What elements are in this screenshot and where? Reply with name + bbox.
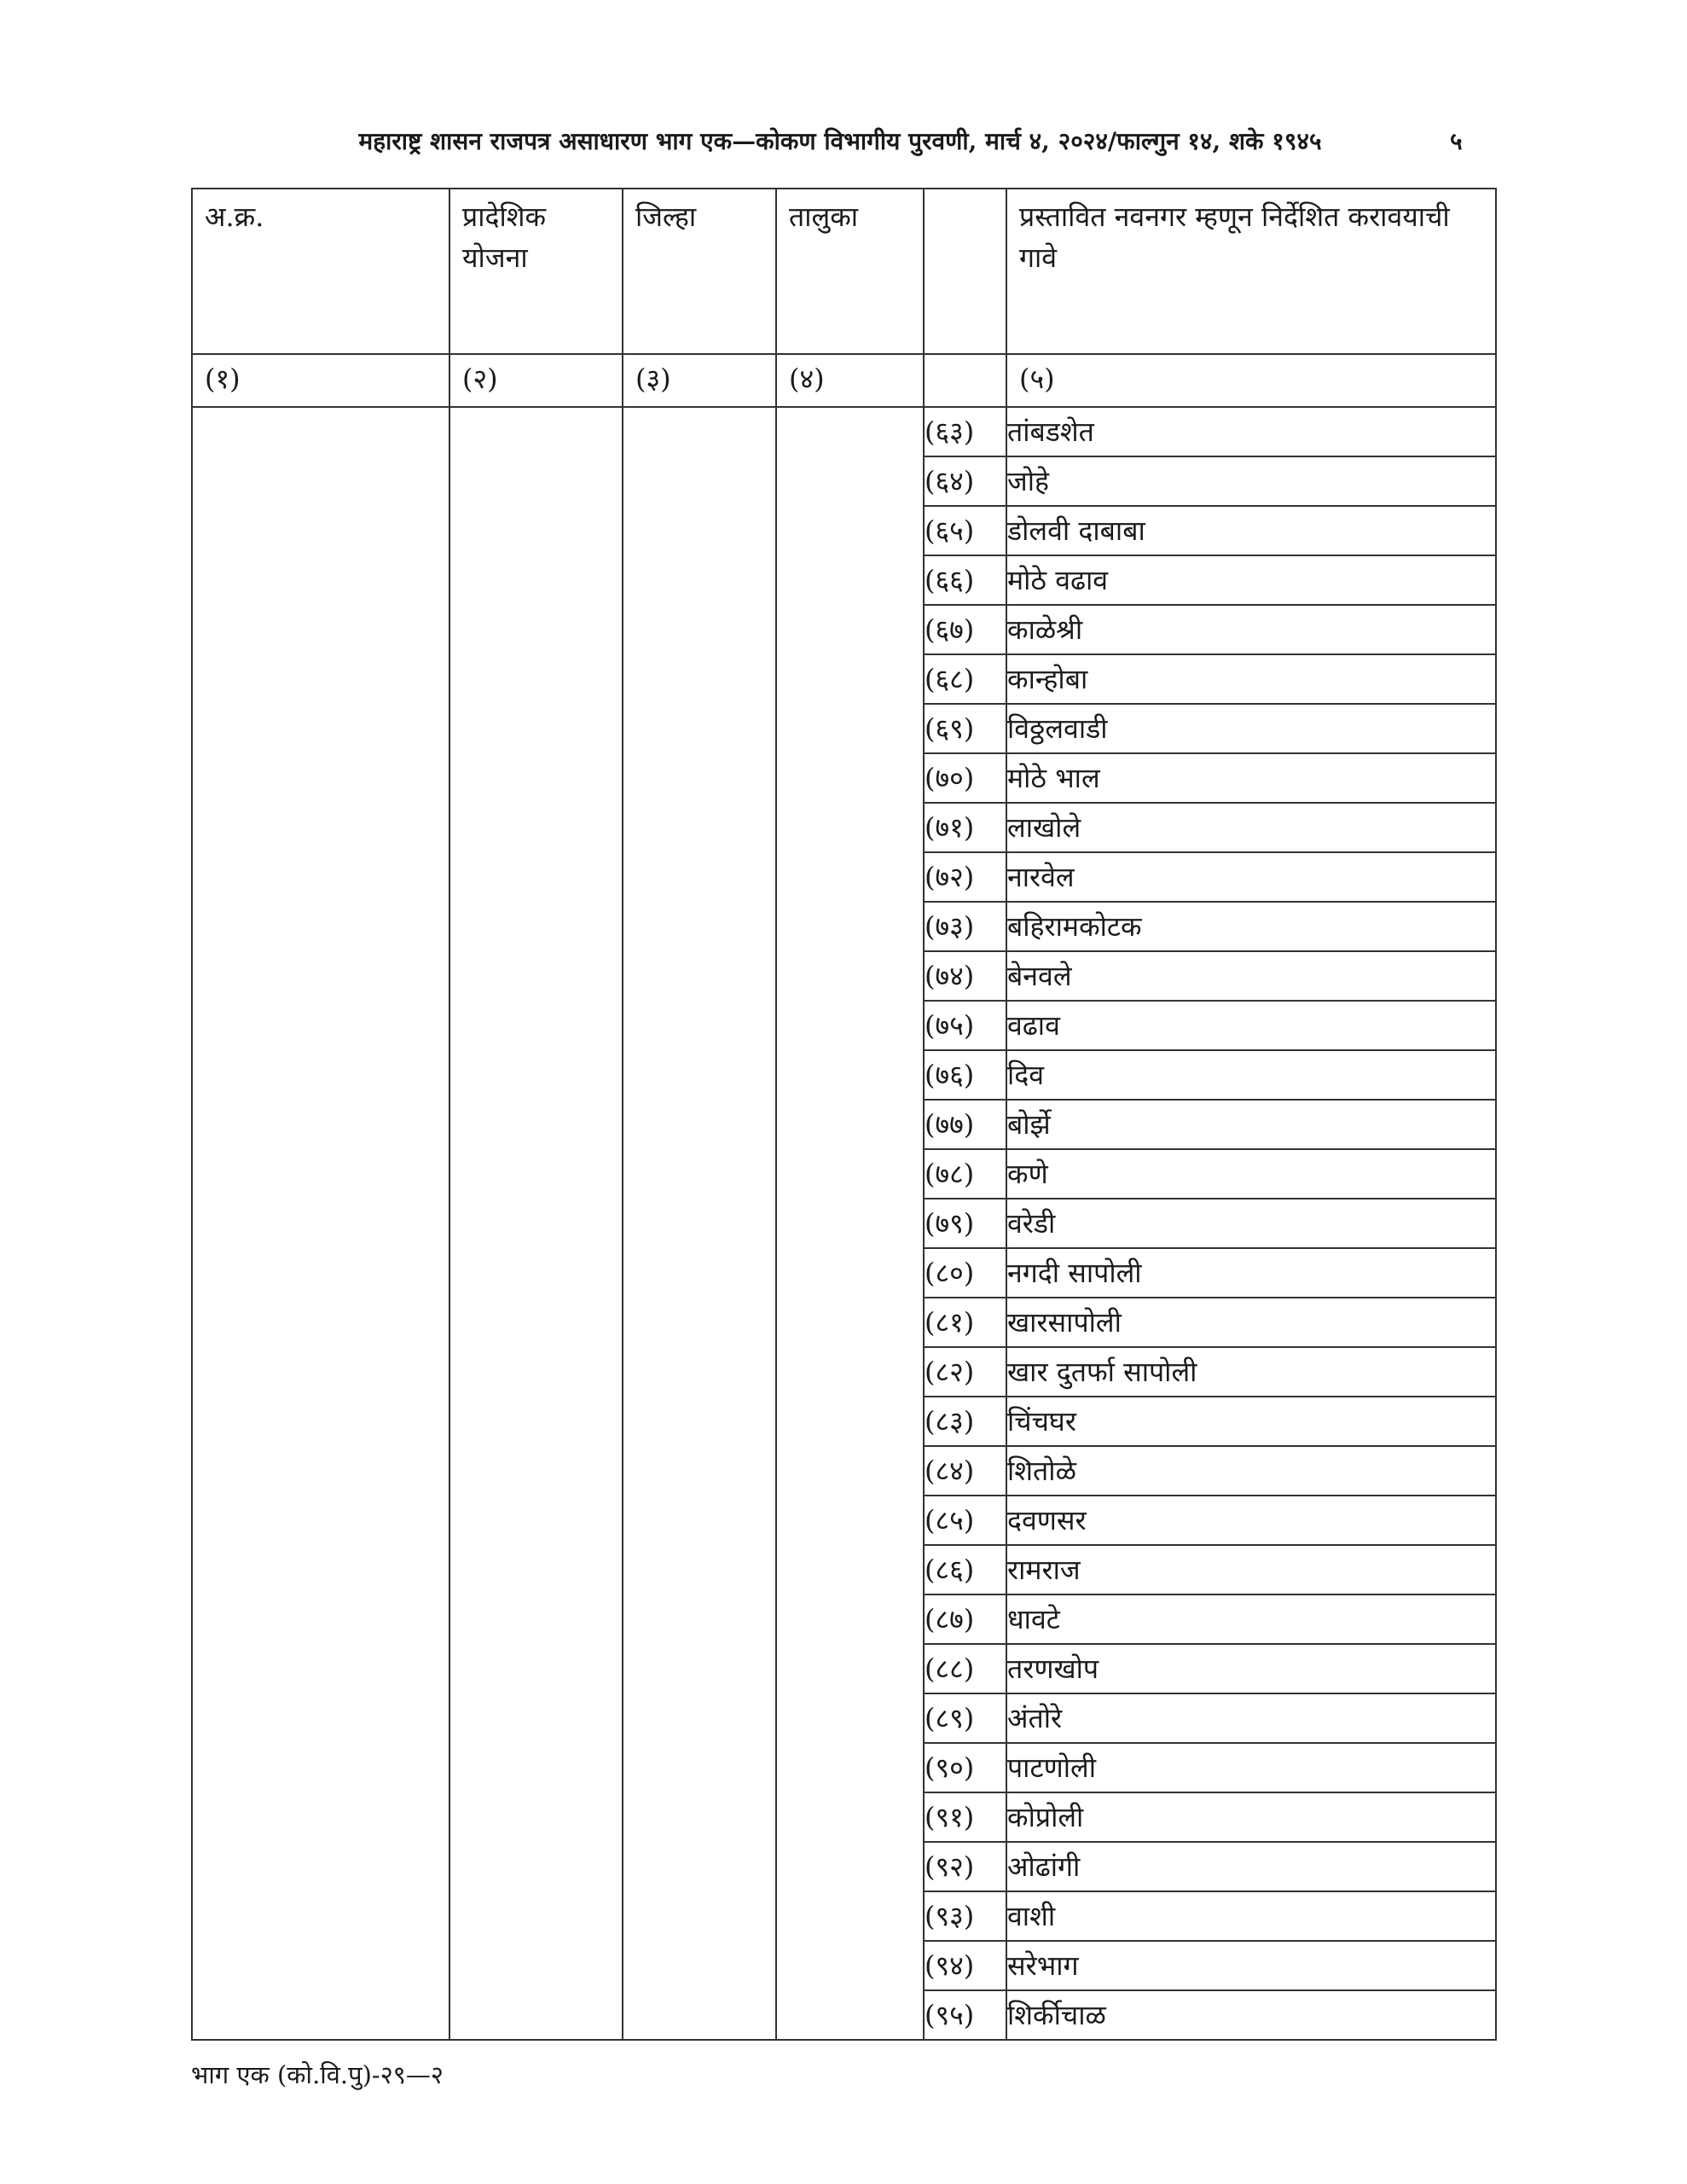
village-name: कणे — [1006, 1149, 1496, 1199]
village-serial: (६८) — [924, 654, 1006, 704]
table-row — [192, 407, 1496, 456]
village-serial: (८५) — [924, 1496, 1006, 1545]
village-serial: (६७) — [924, 605, 1006, 654]
village-name: रामराज — [1006, 1545, 1496, 1594]
village-name: ओढांगी — [1006, 1842, 1496, 1891]
column-number: (१) — [192, 354, 449, 407]
village-serial: (८१) — [924, 1298, 1006, 1347]
column-header-taluka: तालुका — [776, 189, 924, 354]
column-header-regional-plan: प्रादेशिक योजना — [449, 189, 623, 354]
village-serial: (७२) — [924, 852, 1006, 902]
page-number: ५ — [1450, 127, 1463, 155]
village-name: नगदी सापोली — [1006, 1248, 1496, 1298]
column-number: (४) — [776, 354, 924, 407]
village-name: कोप्रोली — [1006, 1792, 1496, 1842]
village-name: विठ्ठलवाडी — [1006, 704, 1496, 753]
village-name: शिर्कीचाळ — [1006, 1990, 1496, 2040]
village-serial: (७४) — [924, 951, 1006, 1001]
village-serial: (८४) — [924, 1446, 1006, 1496]
column-header-district: जिल्हा — [623, 189, 776, 354]
village-serial: (८८) — [924, 1644, 1006, 1693]
village-serial: (६३) — [924, 407, 1006, 456]
village-serial: (८९) — [924, 1693, 1006, 1743]
table-header-row — [192, 189, 1496, 354]
column-number: (२) — [449, 354, 623, 407]
village-serial: (७१) — [924, 803, 1006, 852]
village-name: खारसापोली — [1006, 1298, 1496, 1347]
column-header-villages: प्रस्तावित नवनगर म्हणून निर्देशित करावयाची गावे — [1006, 189, 1496, 354]
village-name: दवणसर — [1006, 1496, 1496, 1545]
village-name: तरणखोप — [1006, 1644, 1496, 1693]
column-number: (५) — [1006, 354, 1496, 407]
village-rows — [192, 407, 1496, 2040]
village-serial: (६९) — [924, 704, 1006, 753]
village-name: मोठे वढाव — [1006, 555, 1496, 605]
village-name: बेनवले — [1006, 951, 1496, 1001]
village-serial: (६४) — [924, 456, 1006, 506]
village-serial: (९२) — [924, 1842, 1006, 1891]
village-name: कान्होबा — [1006, 654, 1496, 704]
village-name: शितोळे — [1006, 1446, 1496, 1496]
village-name: वरेडी — [1006, 1199, 1496, 1248]
column-number-row — [192, 354, 1496, 407]
page-footer: भाग एक (को.वि.पु)-२९—२ — [191, 2060, 443, 2089]
village-name: लाखोले — [1006, 803, 1496, 852]
column-header-village-serial — [924, 189, 1006, 354]
village-serial: (९५) — [924, 1990, 1006, 2040]
village-name: चिंचघर — [1006, 1397, 1496, 1446]
column-header-serial: अ.क्र. — [192, 189, 449, 354]
village-serial: (८६) — [924, 1545, 1006, 1594]
village-name: तांबडशेत — [1006, 407, 1496, 456]
village-serial: (९३) — [924, 1891, 1006, 1941]
column-number — [924, 354, 1006, 407]
village-serial: (७७) — [924, 1100, 1006, 1149]
village-serial: (७३) — [924, 902, 1006, 951]
village-name: नारवेल — [1006, 852, 1496, 902]
village-name: अंतोरे — [1006, 1693, 1496, 1743]
village-serial: (८७) — [924, 1594, 1006, 1644]
empty-merged-cell — [776, 407, 924, 2040]
village-serial: (६५) — [924, 506, 1006, 555]
empty-merged-cell — [623, 407, 776, 2040]
column-number: (३) — [623, 354, 776, 407]
village-serial: (७०) — [924, 753, 1006, 803]
village-name: वाशी — [1006, 1891, 1496, 1941]
village-name: बहिरामकोटक — [1006, 902, 1496, 951]
village-name: धावटे — [1006, 1594, 1496, 1644]
village-name: जोहे — [1006, 456, 1496, 506]
village-serial: (८२) — [924, 1347, 1006, 1397]
village-serial: (७८) — [924, 1149, 1006, 1199]
empty-merged-cell — [449, 407, 623, 2040]
village-name: काळेश्री — [1006, 605, 1496, 654]
village-name: बोर्झे — [1006, 1100, 1496, 1149]
village-name: खार दुतर्फा सापोली — [1006, 1347, 1496, 1397]
village-serial: (७६) — [924, 1050, 1006, 1100]
village-name: सरेभाग — [1006, 1941, 1496, 1990]
gazette-header-title: महाराष्ट्र शासन राजपत्र असाधारण भाग एक—कोकण विभागीय पुरवणी, मार्च ४, २०२४/फाल्गुन १४, शके १९४५ — [358, 127, 1322, 155]
village-serial: (९०) — [924, 1743, 1006, 1792]
village-serial: (९१) — [924, 1792, 1006, 1842]
village-name: वढाव — [1006, 1001, 1496, 1050]
empty-merged-cell — [192, 407, 449, 2040]
village-serial: (९४) — [924, 1941, 1006, 1990]
village-serial: (६६) — [924, 555, 1006, 605]
village-name: दिव — [1006, 1050, 1496, 1100]
village-name: मोठे भाल — [1006, 753, 1496, 803]
village-serial: (७९) — [924, 1199, 1006, 1248]
village-name: पाटणोली — [1006, 1743, 1496, 1792]
village-serial: (८३) — [924, 1397, 1006, 1446]
village-serial: (८०) — [924, 1248, 1006, 1298]
village-serial: (७५) — [924, 1001, 1006, 1050]
villages-table — [191, 188, 1497, 2041]
village-name: डोलवी दाबाबा — [1006, 506, 1496, 555]
